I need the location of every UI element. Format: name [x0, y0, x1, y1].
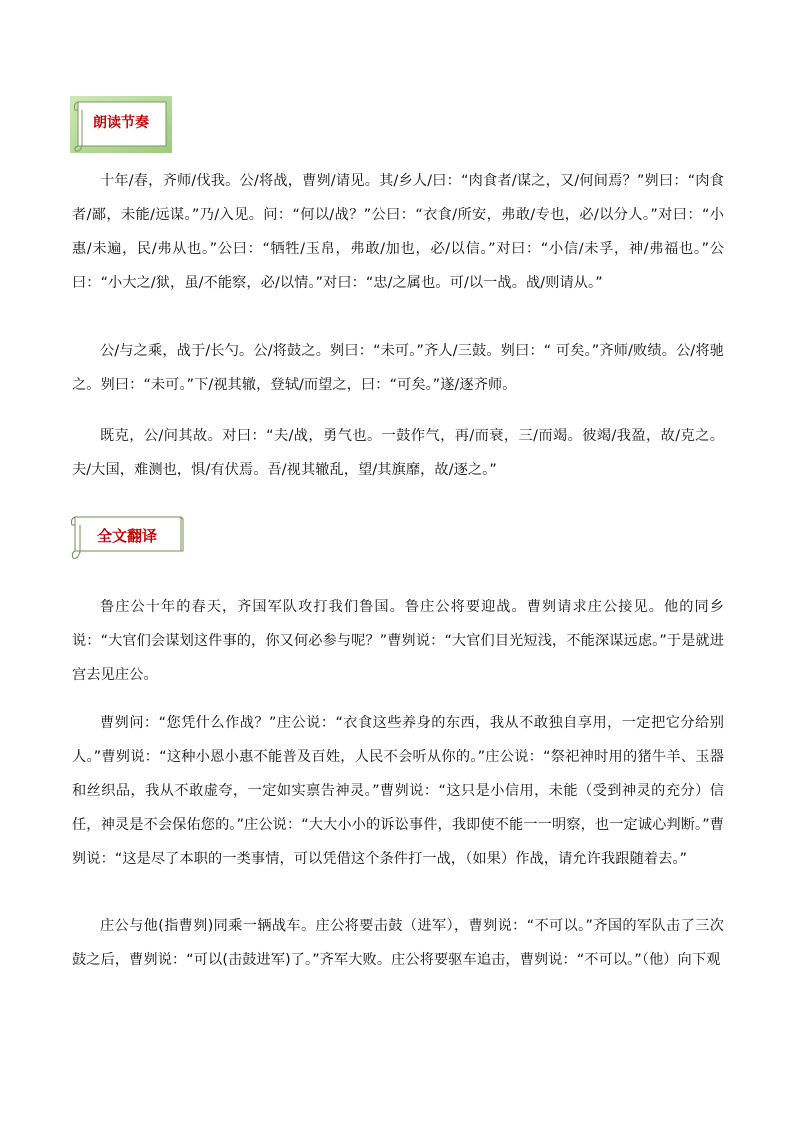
section-title-translation: 全文翻译: [96, 527, 157, 545]
section-banner-reading: [70, 96, 172, 153]
reading-paragraph-2: 公/与之乘，战于/长勺。公/将鼓之。刿曰：“未可。”齐人/三鼓。刿曰：“ 可矣。”齐师/败绩。公/将驰之。刿曰：“未可。”下/视其辙，登轼/而望之，曰：“可矣。”遂/逐齐师。: [72, 343, 724, 393]
reading-paragraph-3: 既克，公/问其故。对曰：“夫/战，勇气也。一鼓作气，再/而衰，三/而竭。彼竭/我盈，故/克之。夫/大国，难测也，惧/有伏焉。吾/视其辙乱，望/其旗靡，故/逐之。”: [72, 428, 724, 478]
section-title-reading: 朗读节奏: [93, 115, 149, 131]
section-banner-translation: [70, 513, 184, 561]
reading-paragraph-1: 十年/春，齐师/伐我。公/将战，曹刿/请见。其/乡人/曰：“肉食者/谋之，又/何间焉？”刿曰：“肉食者/鄙，未能/远谋。”乃/入见。问：“何以/战？”公曰：“衣食/所安，弗敢/专也，必/以分人。”对曰：“小惠/未遍，民/弗从也。”公曰：“牺牲/玉帛，弗敢/加也，必/以信。”对曰：“小信/未孚，神/弗福也。”公曰：“小大之/狱，虽/不能察，必/以情。”对曰：“忠/之属也。可/以一战。战/则请从。”: [72, 173, 724, 291]
translation-paragraph-1: 鲁庄公十年的春天，齐国军队攻打我们鲁国。鲁庄公将要迎战。曹刿请求庄公接见。他的同乡说：“大官们会谋划这件事的，你又何必参与呢？”曹刿说：“大官们目光短浅，不能深谋远虑。”于是就进宫去见庄公。: [72, 599, 724, 683]
translation-paragraph-3: 庄公与他(指曹刿)同乘一辆战车。庄公将要击鼓（进军），曹刿说：“不可以。”齐国的军队击了三次鼓之后，曹刿说：“可以(击鼓进军)了。”齐军大败。庄公将要驱车追击，曹刿说：“不可以。”（他）向下观: [72, 918, 724, 968]
translation-paragraph-2: 曹刿问：“您凭什么作战？”庄公说：“衣食这些养身的东西，我从不敢独自享用，一定把它分给别人。”曹刿说：“这种小恩小惠不能普及百姓，人民不会听从你的。”庄公说：“祭祀神时用的猪牛羊、玉器和丝织品，我从不敢虚夸，一定如实禀告神灵。”曹刿说：“这只是小信用，未能（受到神灵的充分）信任，神灵是不会保佑您的。”庄公说：“大大小小的诉讼事件，我即使不能一一明察，也一定诚心判断。”曹刿说：“这是尽了本职的一类事情，可以凭借这个条件打一战，（如果）作战，请允许我跟随着去。”: [72, 715, 724, 867]
